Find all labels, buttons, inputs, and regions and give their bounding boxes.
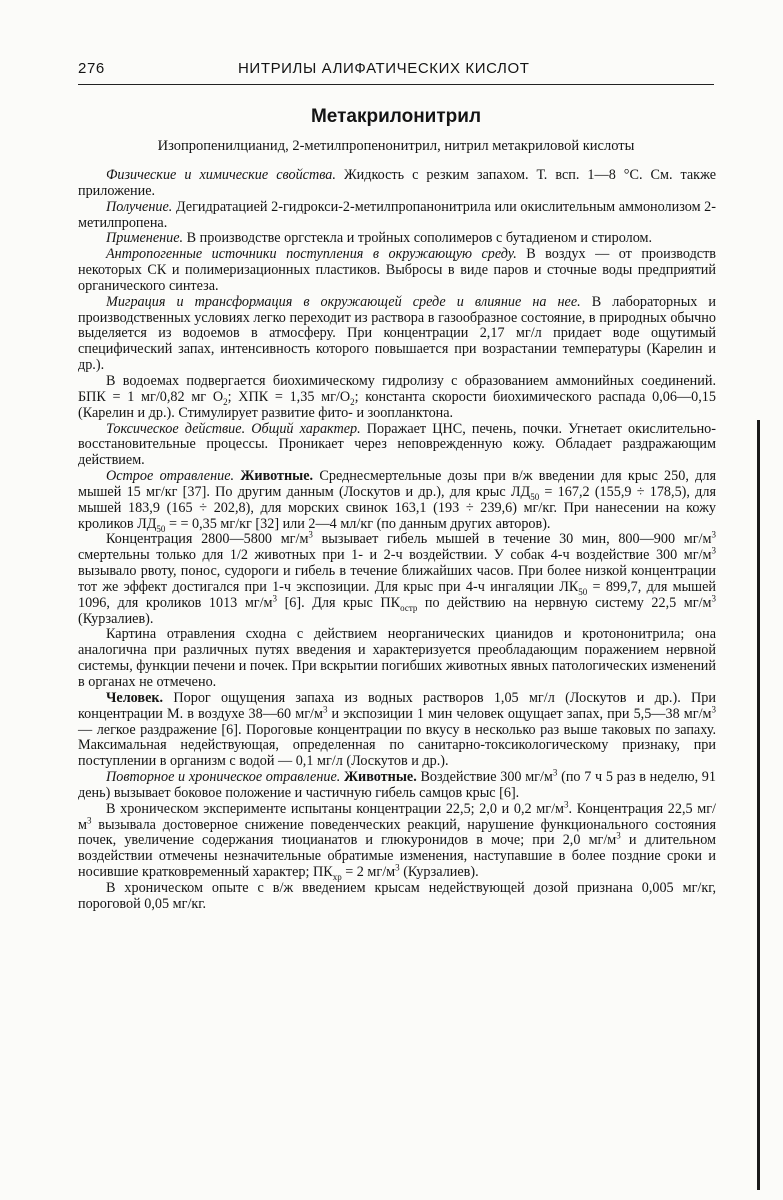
text-run: В водоемах подвергается биохимическому гидролизу с образованием аммонийных соединений. БПК = 1 мг/0,82 мг О [78, 372, 716, 405]
superscript: 3 [308, 529, 313, 540]
paragraph-acute-poisoning [78, 469, 716, 532]
subject-label: Человек. [106, 689, 164, 706]
text-run: вызывало рвоту, понос, судороги и гибель в течение ближайших часов. При более низкой концентрации тот же эффект достигался при 1-ч экспозиции. Для крыс при 4-ч ингаляции ЛК [78, 563, 716, 595]
superscript: 3 [552, 767, 558, 778]
section-label: Острое отравление. [106, 468, 235, 485]
subscript: 50 [578, 586, 588, 597]
superscript: 3 [616, 830, 621, 841]
fraction: 1/2 [229, 547, 248, 564]
article-title: Метакрилонитрил [310, 106, 482, 127]
superscript: 3 [711, 703, 716, 714]
subscript: остр [400, 602, 418, 613]
page-edge-shadow [757, 420, 760, 1190]
paragraph-text: В хроническом опыте с в/ж введением крысам недействующей дозой признана 0,005 мг/кг, пороговой 0,05 мг/кг. [78, 879, 716, 912]
text-run: — легкое раздражение [6]. Пороговые концентрации по вкусу в несколько раз выше таковых по запаху. Максимальная недействующая, определенная по санитарно-токсикологическому признаку, при поступлении в организм с водой — 0,1 мг/л (Лоскутов и др.). [78, 721, 716, 770]
header-rule [78, 84, 714, 85]
subscript: хр [332, 871, 342, 882]
subscript: 50 [156, 523, 166, 534]
paragraph-human [78, 691, 716, 770]
text-run: Порог ощущения запаха из водных растворов 1,05 мг/л (Лоскутов и др.). При концентрации М. в воздухе 38—60 мг/м [78, 689, 716, 722]
paragraph-text: Поражает ЦНС, печень, почки. Угнетает окислительно-восстановительные процессы. Проникает через неповрежденную кожу. Обладает раздражающим действием. [78, 420, 716, 469]
paragraph-chronic-poisoning [78, 767, 716, 802]
paragraph-text: Картина отравления сходна с действием неорганических цианидов и кротононитрила; она аналогична при различных путях введения и характеризуется преобладающим поражением нервной системы, функции печени и почек. При вскрытии погибших животных явных патологических изменений в органах не отмечено. [78, 626, 716, 690]
superscript: 3 [711, 529, 716, 540]
paragraph-text: В лабораторных и производственных условиях легко переходит из раствора в газообразное состояние, в природных обычно выделяется из водоемов в атмосферу. При концентрации 2,17 мг/л придает воде ощутимый специфический запах, интенсивность которого повышается при возрастании температуры (Карелин и др.). [78, 293, 716, 374]
text-run: Воздействие 300 мг/м [416, 769, 553, 786]
subscript: 2 [350, 396, 355, 407]
text-run: (Курзалиев). [78, 610, 154, 627]
paragraph-toxic-action [78, 422, 716, 470]
section-label: Физические и химические свойства. [106, 167, 336, 183]
paragraph-concentration [78, 529, 716, 627]
text-run: по действию на нервную систему 22,5 мг/м [417, 594, 712, 611]
section-label: Применение. [106, 230, 184, 247]
text-run: [6]. Для крыс ПК [277, 594, 401, 611]
synonyms-line: Изопропенилцианид, 2-метилпропенонитрил, нитрил метакриловой кислоты [157, 138, 635, 154]
text-run: (по 7 ч 5 раз в неделю, 91 день) вызывает боковое положение и частичную гибель самцов крыс [6]. [78, 769, 716, 801]
text-run: ; ХПК = 1,35 мг/О [227, 388, 351, 405]
paragraph-text: Жидкость с резким запахом. Т. всп. 1—8 °С. См. также приложение. [78, 167, 716, 199]
text-run: животных при 1- и 2-ч воздействии. У собак 4-ч воздействие 300 мг/м [247, 547, 712, 564]
paragraph-physical-properties [78, 168, 716, 200]
text-run: . Концентрация 22,5 мг/м [78, 800, 717, 833]
paragraph-text: В производстве оргстекла и тройных сополимеров с бутадиеном и стиролом. [183, 230, 653, 247]
superscript: 3 [322, 703, 328, 714]
text-run: вызывает гибель мышей в течение 30 мин, 800—900 мг/м [312, 531, 712, 548]
section-label: Повторное и хроническое отравление. [106, 769, 341, 786]
subscript: 50 [530, 491, 540, 502]
subscript: 2 [223, 396, 228, 407]
paragraph-poisoning-picture [78, 627, 716, 690]
section-label: Миграция и трансформация в окружающей среде и влияние на нее. [106, 293, 581, 310]
text-run: и длительном воздействии отмечены незначительные обратимые изменения, наступавшие в более поздние сроки и носившие кратковременный характер; ПК [78, 832, 716, 881]
superscript: 3 [272, 593, 278, 604]
page-number: 276 [78, 60, 105, 77]
text-run: ; константа скорости биохимического распада 0,06—0,15 (Карелин и др.). Стимулирует развитие фито- и зоопланктона. [78, 388, 716, 421]
text-run: = 167,2 (155,9 ÷ 178,5), для мышей 183,9 (165 ÷ 202,8), для морских свинок 163,1 (193 ÷ 239,6) мг/кг. При нанесении на кожу кроликов ЛД [78, 483, 717, 532]
text-run: В хроническом эксперименте испытаны концентрации 22,5; 2,0 и 0,2 мг/м [106, 800, 565, 817]
subject-label: Животные. [340, 769, 417, 786]
text-run: = = 0,35 мг/кг [32] или 2—4 мл/кг (по данным других авторов). [165, 515, 551, 532]
text-run: смертельны только для [78, 547, 230, 564]
text-run: Концентрация 2800—5800 мг/м [106, 531, 309, 548]
section-label: Антропогенные источники поступления в окружающую среду. [106, 246, 517, 263]
text-run: = 2 мг/м [341, 864, 396, 881]
paragraph-application [78, 231, 716, 247]
section-label: Токсическое действие. Общий характер. [106, 420, 361, 437]
superscript: 3 [86, 814, 92, 825]
subject-label: Животные. [234, 468, 314, 485]
superscript: 3 [711, 545, 716, 556]
running-title: НИТРИЛЫ АЛИФАТИЧЕСКИХ КИСЛОТ [238, 60, 530, 77]
text-run: (Курзалиев). [399, 864, 479, 881]
text-run: и экспозиции 1 мин человек ощущает запах, при 5,5—38 мг/м [327, 705, 712, 722]
superscript: 3 [395, 862, 400, 873]
text-run: Среднесмертельные дозы при в/ж введении для крыс 250, для мышей 15 мг/кг [37]. По другим данным (Лоскутов и др.), для крыс ЛД [78, 468, 716, 500]
paragraph-water-bodies [78, 374, 716, 422]
text-run: вызывала достоверное снижение поведенческих реакций, нарушение функционального состояния почек, увеличение содержания тиоцианатов и глюкуронидов в моче; при 2,0 мг/м [78, 816, 716, 849]
paragraph-text: В воздух — от производств некоторых СК и полимеризационных пластиков. Выбросы в виде паров и сточные воды предприятий органического синтеза. [78, 246, 716, 294]
superscript: 3 [564, 799, 569, 810]
superscript: 3 [711, 593, 716, 604]
running-header [78, 60, 712, 84]
paragraph-text: Дегидратацией 2-гидрокси-2-метилпропанонитрила или окислительным аммонолизом 2-метилпропена. [78, 198, 716, 231]
text-run: = 899,7, для мышей 1096, для кроликов 1013 мг/м [78, 578, 716, 611]
article-body [78, 168, 716, 913]
paragraph-chronic-experiment [78, 799, 717, 882]
paragraph-production [78, 200, 716, 232]
paragraph-sources [78, 247, 716, 295]
paragraph-migration [78, 295, 716, 374]
section-label: Получение. [106, 198, 173, 215]
paragraph-chronic-oral [78, 881, 716, 913]
